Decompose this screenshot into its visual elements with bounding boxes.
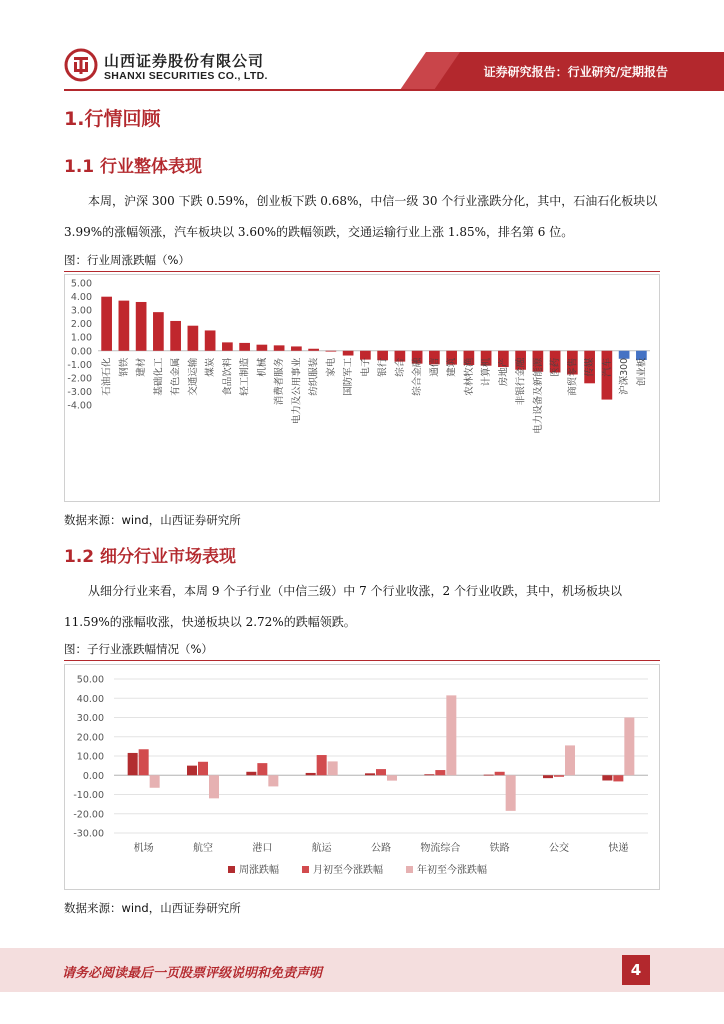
x-tick-label: 基础化工 — [153, 357, 165, 396]
bar-沪深300 — [619, 351, 630, 359]
x-tick-label: 煤炭 — [205, 357, 217, 377]
bar-港口-周涨跌幅 — [246, 772, 256, 775]
sub-industry-change-chart — [64, 664, 660, 890]
x-tick-label: 非银行金融 — [515, 357, 527, 406]
bar-公交-年初至今涨跌幅 — [565, 745, 575, 775]
bar-快递-周涨跌幅 — [602, 775, 612, 780]
x-tick-label: 港口 — [252, 843, 273, 854]
bar-快递-年初至今涨跌幅 — [624, 718, 634, 776]
bar-机场-年初至今涨跌幅 — [150, 775, 160, 788]
page-header — [0, 0, 724, 92]
y-tick-label: -1.00 — [67, 359, 92, 371]
x-tick-label: 机械 — [256, 357, 268, 377]
x-tick-label: 家电 — [325, 357, 337, 377]
bar-公交-周涨跌幅 — [543, 775, 553, 778]
bar-铁路-周涨跌幅 — [484, 775, 494, 776]
x-tick-label: 有色金属 — [170, 357, 182, 396]
x-tick-label: 石油石化 — [101, 357, 113, 396]
x-tick-label: 轻工制造 — [239, 357, 251, 396]
bar-机械 — [257, 345, 268, 351]
footer-disclaimer: 请务必阅读最后一页股票评级说明和免责声明 — [62, 966, 323, 981]
x-tick-label: 建材 — [136, 357, 148, 377]
bar-煤炭 — [205, 330, 216, 350]
x-tick-label: 医药 — [550, 357, 562, 377]
bar-公路-年初至今涨跌幅 — [387, 775, 397, 780]
x-tick-label: 综合 — [394, 357, 406, 377]
bar-建材 — [136, 302, 147, 351]
y-tick-label: 0.00 — [82, 770, 104, 782]
x-tick-label: 机场 — [133, 843, 154, 854]
x-tick-label: 通信 — [429, 357, 441, 377]
x-tick-label: 航运 — [311, 843, 332, 854]
bar-港口-年初至今涨跌幅 — [268, 775, 278, 786]
x-tick-label: 创业板 — [636, 357, 648, 387]
bar-航空-年初至今涨跌幅 — [209, 775, 219, 798]
figure-1-rule — [64, 271, 660, 272]
figure-2-rule — [64, 660, 660, 661]
company-name-cn: 山西证券股份有限公司 — [104, 52, 265, 70]
industry-weekly-change-chart — [64, 274, 660, 502]
figure-1-source: 数据来源：wind，山西证券研究所 — [64, 513, 241, 527]
paragraph-1-2: 从细分行业来看，本周 9 个子行业（中信三级）中 7 个行业收涨，2 个行业收跌，其中，机场板块以 11.59%的涨幅收涨，快递板块以 2.72%的跌幅领跌。 — [64, 584, 622, 629]
paragraph-1-1: 本周，沪深 300 下跌 0.59%，创业板下跌 0.68%，中信一级 30 个行业涨跌分化，其中，石油石化板块以 3.99%的涨幅领涨，汽车板块以 3.60%的跌幅领跌，交通运输行业上涨 1.85%，排名第 6 位。 — [64, 194, 658, 239]
x-tick-label: 电子 — [360, 357, 372, 377]
y-tick-label: 1.00 — [70, 332, 92, 344]
y-tick-label: 2.00 — [70, 319, 92, 331]
page-number: 4 — [622, 955, 650, 985]
x-tick-label: 消费者服务 — [274, 357, 286, 406]
bar-轻工制造 — [239, 343, 250, 351]
figure-2-source: 数据来源：wind，山西证券研究所 — [64, 901, 241, 915]
section-title: 1.行情回顾 — [64, 108, 161, 130]
x-tick-label: 公路 — [371, 843, 391, 854]
y-tick-label: -20.00 — [73, 809, 104, 821]
bar-钢铁 — [119, 301, 130, 351]
figure-2-title: 图：子行业涨跌幅情况（%） — [64, 642, 213, 656]
x-tick-label: 快递 — [608, 843, 629, 854]
bar-家电 — [326, 351, 337, 352]
x-tick-label: 银行 — [377, 357, 389, 377]
bar-国防军工 — [343, 351, 354, 356]
x-tick-label: 建筑 — [446, 357, 458, 377]
y-tick-label: 4.00 — [70, 292, 92, 304]
header-divider — [64, 89, 724, 91]
report-type: 证券研究报告：行业研究/定期报告 — [483, 65, 668, 79]
bar-航运-月初至今涨跌幅 — [317, 755, 327, 775]
bar-航运-年初至今涨跌幅 — [328, 761, 338, 775]
bar-铁路-月初至今涨跌幅 — [495, 772, 505, 775]
legend-label: 月初至今涨跌幅 — [313, 865, 383, 876]
bar-公交-月初至今涨跌幅 — [554, 775, 564, 777]
bar-物流综合-年初至今涨跌幅 — [446, 695, 456, 775]
x-tick-label: 公交 — [549, 843, 569, 854]
bar-纺织服装 — [308, 349, 319, 351]
bar-公路-月初至今涨跌幅 — [376, 769, 386, 775]
bar-航运-周涨跌幅 — [306, 773, 316, 775]
x-tick-label: 国防军工 — [343, 357, 355, 396]
x-tick-label: 电力设备及新能源 — [532, 357, 544, 434]
x-tick-label: 铁路 — [489, 843, 510, 854]
x-tick-label: 传媒 — [584, 357, 596, 377]
x-tick-label: 汽车 — [601, 357, 613, 377]
legend-swatch — [406, 866, 413, 873]
y-tick-label: -3.00 — [67, 386, 92, 398]
bar-电力及公用事业 — [291, 346, 302, 350]
x-tick-label: 物流综合 — [420, 843, 461, 854]
y-tick-label: 5.00 — [70, 278, 92, 290]
legend-label: 年初至今涨跌幅 — [417, 865, 487, 876]
y-tick-label: 40.00 — [76, 693, 104, 705]
x-tick-label: 沪深300 — [619, 357, 631, 395]
x-tick-label: 电力及公用事业 — [291, 357, 303, 425]
bar-石油石化 — [101, 297, 112, 351]
x-tick-label: 纺织服装 — [308, 357, 320, 396]
bar-基础化工 — [153, 312, 164, 351]
y-tick-label: 30.00 — [76, 713, 104, 724]
y-tick-label: -4.00 — [67, 400, 92, 412]
subsection-title-1-2: 1.2 细分行业市场表现 — [64, 547, 237, 567]
bar-机场-周涨跌幅 — [128, 753, 138, 775]
x-tick-label: 航空 — [193, 843, 213, 854]
bar-机场-月初至今涨跌幅 — [139, 749, 149, 775]
bar-食品饮料 — [222, 342, 233, 350]
x-tick-label: 计算机 — [481, 357, 493, 387]
bar-物流综合-月初至今涨跌幅 — [435, 770, 445, 775]
x-tick-label: 钢铁 — [118, 357, 130, 377]
bar-有色金属 — [170, 321, 181, 351]
subsection-title-1-1: 1.1 行业整体表现 — [64, 157, 203, 177]
y-tick-label: -10.00 — [73, 790, 104, 801]
bar-航空-月初至今涨跌幅 — [198, 762, 208, 775]
legend-swatch — [302, 866, 309, 873]
figure-1-title: 图：行业周涨跌幅（%） — [64, 253, 190, 267]
bar-航空-周涨跌幅 — [187, 766, 197, 776]
y-tick-label: -30.00 — [73, 828, 104, 840]
y-tick-label: 50.00 — [76, 674, 104, 686]
bar-交通运输 — [188, 326, 199, 351]
bar-铁路-年初至今涨跌幅 — [506, 775, 516, 811]
x-tick-label: 食品饮料 — [222, 357, 234, 396]
company-name-en: SHANXI SECURITIES CO., LTD. — [104, 70, 268, 82]
bar-物流综合-周涨跌幅 — [424, 774, 434, 775]
x-tick-label: 商贸零售 — [567, 357, 579, 396]
bar-消费者服务 — [274, 345, 285, 350]
bar-公路-周涨跌幅 — [365, 773, 375, 775]
y-tick-label: 10.00 — [76, 751, 104, 763]
y-tick-label: -2.00 — [67, 373, 92, 385]
y-tick-label: 3.00 — [70, 305, 92, 317]
legend-swatch — [228, 866, 235, 873]
bar-快递-月初至今涨跌幅 — [613, 775, 623, 781]
x-tick-label: 房地产 — [498, 357, 510, 387]
legend-label: 周涨跌幅 — [239, 865, 279, 876]
x-tick-label: 农林牧渔 — [463, 357, 475, 396]
y-tick-label: 0.00 — [70, 346, 92, 358]
x-tick-label: 综合金融 — [412, 357, 424, 396]
y-tick-label: 20.00 — [76, 732, 104, 744]
company-logo-icon — [64, 48, 98, 82]
bar-港口-月初至今涨跌幅 — [257, 763, 267, 775]
x-tick-label: 交通运输 — [187, 357, 199, 396]
